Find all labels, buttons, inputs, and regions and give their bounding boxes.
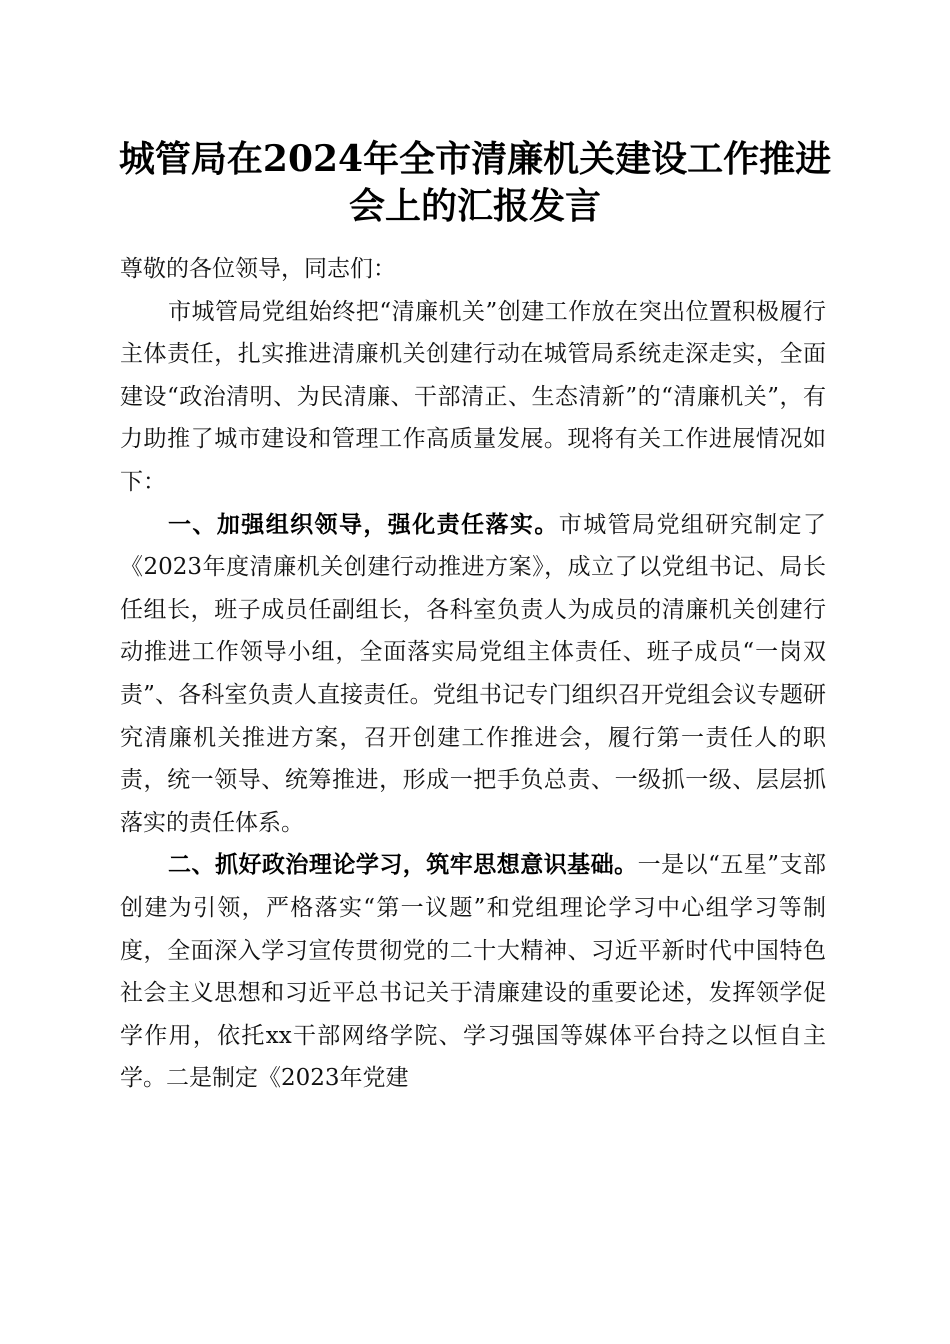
document-body [120, 248, 826, 1100]
section-heading-2: 二、抓好政治理论学习，筑牢思想意识基础。 [168, 852, 638, 879]
title-line-2: 会上的汇报发言 [348, 185, 601, 227]
document-title [100, 136, 850, 230]
section-paragraph-2 [120, 844, 826, 1100]
title-line-1: 城管局在2024年全市清廉机关建设工作推进 [118, 138, 832, 180]
section-paragraph-1 [120, 504, 826, 845]
section-text-2: 一是以“五星”支部创建为引领，严格落实“第一议题”和党组理论学习中心组学习等制度，全面深入学习宣传贯彻党的二十大精神、习近平新时代中国特色社会主义思想和习近平总书记关于清廉建设的重要论述，发挥领学促学作用，依托xx干部网络学院、学习强国等媒体平台持之以恒自主学。二是制定《2023年党建 [120, 852, 826, 1092]
salutation: 尊敬的各位领导，同志们： [120, 256, 396, 282]
section-text-1: 市城管局党组研究制定了《2023年度清廉机关创建行动推进方案》，成立了以党组书记、局长任组长，班子成员任副组长，各科室负责人为成员的清廉机关创建行动推进工作领导小组，全面落实局党组主体责任、班子成员“一岗双责”、各科室负责人直接责任。党组书记专门组织召开党组会议专题研究清廉机关推进方案，召开创建工作推进会，履行第一责任人的职责，统一领导、统筹推进，形成一把手负总责、一级抓一级、层层抓落实的责任体系。 [120, 511, 827, 836]
section-heading-1: 一、加强组织领导，强化责任落实。 [168, 511, 559, 538]
intro-paragraph: 市城管局党组始终把“清廉机关”创建工作放在突出位置积极履行主体责任，扎实推进清廉机关创建行动在城管局系统走深走实，全面建设“政治清明、为民清廉、干部清正、生态清新”的“清廉机关”，有力助推了城市建设和管理工作高质量发展。现将有关工作进展情况如下： [120, 298, 826, 495]
